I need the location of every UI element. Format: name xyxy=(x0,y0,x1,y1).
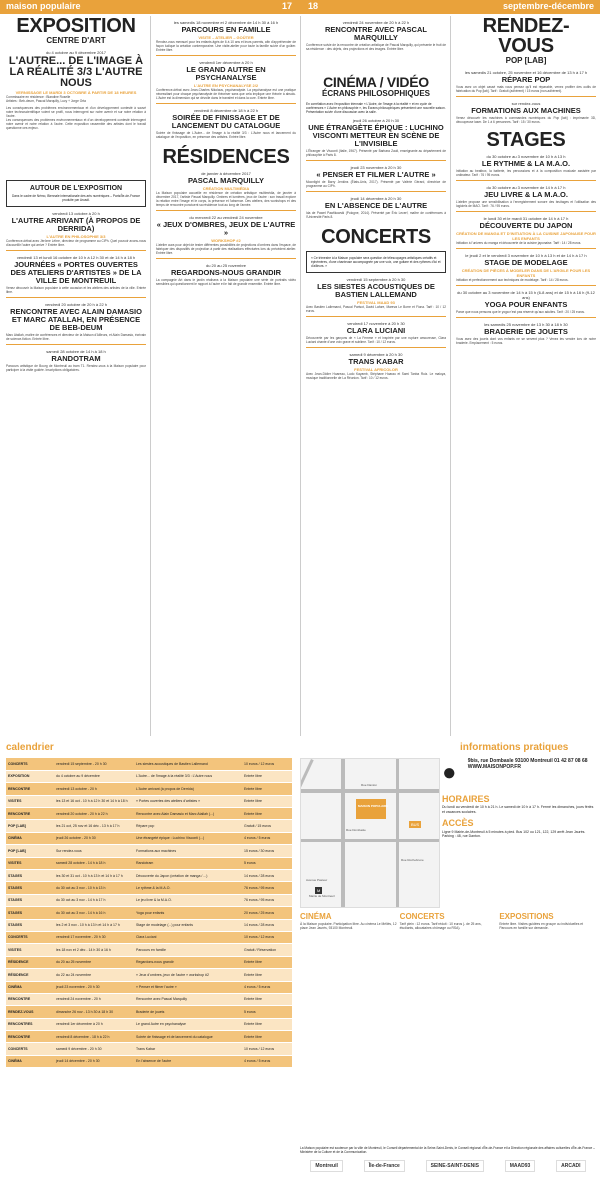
event-date: les samedis 21 octobre, 25 novembre et 16 décembre de 13 h à 17 h xyxy=(464,70,588,75)
calendar-event: Braderie de jouets xyxy=(134,1006,242,1018)
event-card: jeudi 23 novembre à 20 h 30 « PENSER ET FILMER L'AUTRE » Moonlight de Barry Jenkins (États-Unis, 2017). Présenté par Valérie Gérard, directrice de programme au CIPh. xyxy=(306,165,446,188)
stage-card: du 30 octobre au 3 novembre de 14 h à 15 h (6-8 ans) et de 15 h à 16 h (9-12 ans) YOGA POUR ENFANTS Parce que nous pensons que le yoga n'est pas réservé qu'aux adultes. Tarif : 20 / 25 euros. xyxy=(456,290,595,314)
map-label: Rue Dombasle xyxy=(346,828,366,832)
calendar-date: vendredi 13 octobre - 20 h xyxy=(54,783,134,795)
calendar-price: 5 euros xyxy=(242,1006,292,1018)
calendar-event: « Jeux d'ombres, jeux de l'autre » workshop #2 xyxy=(134,969,242,981)
info-panel xyxy=(442,758,594,839)
calendar-event: Stage de modelage (...) pour enfants xyxy=(134,919,242,931)
commissaire: Commissaire en résidence : Blandine Roselle xyxy=(6,95,71,99)
event-title: TRANS KABAR xyxy=(348,357,404,366)
horaires-text: Du lundi au vendredi de 10 h à 21 h. Le samedi de 10 h à 17 h. Fermé les dimanches, jours fériés et vacances scolaires. xyxy=(442,805,594,814)
calendar-price: Entrée libre xyxy=(242,770,292,782)
calendar-event: Trans Kabar xyxy=(134,1043,242,1055)
calendar-row xyxy=(6,820,292,832)
calendar-category: RENDEZ-VOUS xyxy=(6,1006,54,1018)
calendar-date: du 20 au 25 novembre xyxy=(54,956,134,968)
stage-card: le jeudi 2 et le vendredi 3 novembre de 10 h à 13 h et de 14 h à 17 h STAGE DE MODELAGE CRÉATION DE PIÈCES À MODELER DANS DE L'ARGILE POUR LES ENFANTS Initiation et perfectionnement aux techniques de modelage. Tarif : 14 / 28 euros. xyxy=(456,253,596,282)
map-label: Mairie de Montreuil xyxy=(309,894,335,898)
expo-dates: du 4 octobre au 9 décembre 2017 xyxy=(45,50,107,55)
calendar-price: Gratuit / 15 euros xyxy=(242,820,292,832)
calendar-date: jeudi 23 novembre - 20 h 30 xyxy=(54,981,134,993)
bus-icon: BUS xyxy=(411,822,420,827)
calendar-price: 14 euros / 28 euros xyxy=(242,870,292,882)
calendar-table xyxy=(6,758,292,1068)
calendar-price: 76 euros / 95 euros xyxy=(242,882,292,894)
calendar-category: CINÉMA xyxy=(6,832,54,844)
address: 9bis, rue Dombasle 93100 Montreuil 01 42 87 08 68 WWW.MAISONPOP.FR xyxy=(467,758,588,770)
residence-category: CRÉATION MULTIMÉDIA xyxy=(202,186,250,191)
stage-category: CRÉATION DE MANGA ET D'INITIATION À LA CUISINE JAPONAISE POUR LES ENFANTS xyxy=(456,231,596,241)
calendar-price: 5 euros xyxy=(242,857,292,869)
column-3: vendredi 24 novembre de 20 h à 22 h RENCONTRE AVEC PASCAL MARQUILLY Conférence suivie de la rencontre de création artistique de Pascal Marquilly, qui présente le fruit de sa résidence : des objets, des projections et des images. Entrée libre. CINÉMA / VIDÉO ÉCRANS PHILOSOPHIQUES En corrélation avec l'exposition triennale « L'Autre, de l'image à la réalité » et en cycle de conférences « L'Autre en philosophie », les Écrans philosophiques présentent une nouvelle saison. Présentation suivie d'une discussion avec la salle. jeudi 26 octobre à 20 h 30 UNE ÉTRANGÈTE ÉPIQUE : LUCHINO VISCONTI METTEUR EN SCÈNE DE L'INVISIBLE L'Étranger de Visconti (Italie, 1967). Présenté par Barbara Zauli, enseignante au département de philosophie à Paris 8. jeudi 23 novembre à 20 h 30 « PENSER ET FILMER L'AUTRE » Moonlight de Barry Jenkins (États-Unis, 2017). Présenté par Valérie Gérard, directrice de programme au CIPh. jeudi 14 décembre à 20 h 30 EN L'ABSENCE DE L'AUTRE Ida de Paweł Pawlikowski (Pologne, 2014). Présenté par Éric Lecerf, maître de conférences à l'Université Paris 8. CONCERTS « Ce trimestre à la Maison populaire sera question de télescopages artistiques créatifs et éphémères, d'une chanteuse accompagnée par une voix, une guitare et des rythmes d'ici et d'ailleurs. » vendredi 15 septembre à 20 h 30 LES SIESTES ACOUSTIQUES DE BASTIEN LALLEMAND FESTIVAL MAAD 93 Avec Bastien Lallemand, Pascal Parisot, David Lafore, Mareva Le Borre et Fiona. Tarif : 10 / 12 euros. vendredi 17 novembre à 20 h 30 CLARA LUCIANI Découverte par les garçons de « La Femme » et inspirée par une rupture amoureuse, Clara Luciani chante d'une voix grave et sublime. Tarif : 10 / 12 euros. samedi 9 décembre à 20 h 30 TRANS KABAR FESTIVAL AFRICOLOR Avec Jean-Didier Hoareau, Ludo Kayamb, Stéphane Hoarau et Sami Tanba Ruiz. Le maloya, musique traditionnelle de La Réunion. Tarif : 10 / 12 euros. xyxy=(306,20,446,380)
residence-name: PASCAL MARQUILLY xyxy=(187,176,265,185)
calendar-event: Répare pop xyxy=(134,820,242,832)
calendar-row xyxy=(6,931,292,943)
stage-date: les samedis 25 novembre de 13 h 30 à 18 h 30 xyxy=(484,322,568,327)
calendar-row xyxy=(6,907,292,919)
calendar-row xyxy=(6,981,292,993)
expo-intro: Les conséquences des problèmes environnementaux et d'un développement contesté à sauvé notre technoscientifique voient se profil, nous interrogent sur notre avenir et sur notre relation à l'autre. xyxy=(6,106,146,118)
cinema-block-text: À la Maison populaire. Participation libre. Au cinéma Le Méliès, 12 place Jean Jaurès, 93100 Montreuil. xyxy=(300,922,397,931)
calendar-price: 10 euros / 12 euros xyxy=(242,1043,292,1055)
cinema-sub: ÉCRANS PHILOSOPHIQUES xyxy=(321,89,430,98)
calendar-price: 14 euros / 28 euros xyxy=(242,919,292,931)
stage-date: le jeudi 2 et le vendredi 3 novembre de 10 h à 13 h et de 14 h à 17 h xyxy=(465,253,587,258)
map xyxy=(300,758,440,908)
practical-heading: informations pratiques xyxy=(460,742,569,753)
calendar-row xyxy=(6,882,292,894)
stage-date: du 30 octobre au 3 novembre de 10 h à 13 h xyxy=(486,154,566,159)
map-label: MAISON POPULAIRE xyxy=(358,804,389,808)
event-date: vendredi 8 décembre de 18 h à 22 h xyxy=(193,108,259,113)
event-card: samedi 9 décembre à 20 h 30 TRANS KABAR FESTIVAL AFRICOLOR Avec Jean-Didier Hoareau, Ludo Kayamb, Stéphane Hoarau et Sami Tanba Ruiz. Le maloya, musique traditionnelle de La Réunion. Tarif : 10 / 12 euros. xyxy=(306,352,446,380)
stage-title: YOGA POUR ENFANTS xyxy=(484,300,568,309)
event-card: vendredi 24 novembre de 20 h à 22 h RENCONTRE AVEC PASCAL MARQUILLY Conférence suivie de la rencontre de création artistique de Pascal Marquilly, qui présente le fruit de sa résidence : des objets, des projections et des images. Entrée libre. xyxy=(306,20,446,51)
stage-card: les samedis 25 novembre de 13 h 30 à 18 h 30 BRADERIE DE JOUETS Vous avez des jouets dont vos enfants ne se servent plus ? Venez les vendre lors de notre braderie. Emplacement : 5 euros. xyxy=(456,322,596,345)
footer xyxy=(300,1146,596,1196)
residence-card: de janvier à décembre 2017 PASCAL MARQUILLY CRÉATION MULTIMÉDIA La Maison populaire accueille en résidence de création artistique multimédia, de janvier à décembre 2017, l'artiste Pascal Marquilly. Ombres et lumières, jeux de l'autre : son travail explore la relation entre l'image et le corps, la présence et l'absence. Des ateliers, des workshops et des temps de rencontre ponctuent sa résidence tout au long de l'année. xyxy=(156,171,296,207)
calendar-date: vendredi 1er décembre à 20 h xyxy=(54,1018,134,1030)
event-title: JOURNÉES « PORTES OUVERTES DES ATELIERS D'ARTISTES » DE LA VILLE DE MONTREUIL xyxy=(10,259,142,285)
calendar-category: POP [LAB] xyxy=(6,845,54,857)
section-title-cinema: CINÉMA / VIDÉO xyxy=(323,74,429,90)
calendar-price: Entrée libre xyxy=(242,808,292,820)
event-title: LES SIESTES ACOUSTIQUES DE BASTIEN LALLEMAND xyxy=(317,282,435,299)
calendar-category: VISITES xyxy=(6,944,54,956)
event-title: REGARDONS-NOUS GRANDIR xyxy=(170,268,281,277)
calendar-event: Soirée de finissage et de lancement du catalogue xyxy=(134,1031,242,1043)
calendar-category: STAGES xyxy=(6,870,54,882)
calendar-row xyxy=(6,993,292,1005)
concerts-block-title: CONCERTS xyxy=(399,912,445,921)
stage-card: du 30 octobre au 3 novembre de 10 h à 13 h LE RYTHME & LA M.A.O. Initiation au beatbox, la batterie, les percussions et à la composition musicale assistée par ordinateur. Tarif : 76 / 95 euros. xyxy=(456,154,596,177)
calendar-date: jeudi 14 décembre - 20 h 30 xyxy=(54,1055,134,1067)
stage-title: LE RYTHME & LA M.A.O. xyxy=(481,159,571,168)
metro-icon: M xyxy=(317,888,321,893)
event-date: vendredi 13 octobre à 20 h xyxy=(52,210,100,216)
calendar-date: du 4 octobre au 9 décembre xyxy=(54,770,134,782)
header-right: septembre-décembre xyxy=(502,1,594,11)
event-date: jeudi 23 novembre à 20 h 30 xyxy=(350,165,402,170)
divider xyxy=(300,16,301,736)
event-card: sur rendez-vous FORMATIONS AUX MACHINES Venez découvrir les machines à commandes numériques du Pop [lab] : imprimante 3D, découpeuse laser. De 1 à 6 personnes. Tarif : 15 / 30 euros. xyxy=(456,101,596,124)
event-date: du 20 au 25 novembre xyxy=(205,263,247,268)
calendar-row xyxy=(6,783,292,795)
calendar-category: RENCONTRES xyxy=(6,1018,54,1030)
stage-title: JEU LIVRE & LA M.A.O. xyxy=(484,190,568,199)
event-card: les samedis 18 novembre et 2 décembre de 14 h 30 à 16 h PARCOURS EN FAMILLE VISITE – ATELIER – GOÛTER Rendez-vous mensuel pour les enfants âgés de 6 à 10 ans et leurs parents, afin d'appréhender de façon ludique la création contemporaine. Une visite-atelier pour toute la famille suivie d'un goûter. Entrée libre. xyxy=(156,20,296,52)
calendar-price: 4 euros / 5 euros xyxy=(242,1055,292,1067)
calendar-row xyxy=(6,1043,292,1055)
calendar-category: VISITES xyxy=(6,857,54,869)
partner-logo: ARCADI xyxy=(556,1160,585,1172)
calendar-price: 20 euros / 25 euros xyxy=(242,907,292,919)
calendar-row xyxy=(6,832,292,844)
section-title-residences: RÉSIDENCES xyxy=(162,146,290,168)
event-category: VISITE – ATELIER – GOÛTER xyxy=(198,35,254,40)
event-card: jeudi 26 octobre à 20 h 30 UNE ÉTRANGÈTE ÉPIQUE : LUCHINO VISCONTI METTEUR EN SCÈNE DE L'INVISIBLE L'Étranger de Visconti (Italie, 1967). Présenté par Barbara Zauli, enseignante au département de philosophie à Paris 8. xyxy=(306,118,446,157)
calendar-category: RENCONTRE xyxy=(6,993,54,1005)
event-date: samedi 28 octobre de 14 h à 18 h xyxy=(46,348,106,354)
calendar-row xyxy=(6,956,292,968)
event-date: vendredi 13 et lundi 16 octobre de 10 h à 12 h 30 et de 14 h à 18 h xyxy=(16,254,136,260)
event-category: FESTIVAL AFRICOLOR xyxy=(354,367,398,372)
footer-text: La Maison populaire est soutenue par la ville de Montreuil, le Conseil départemental de la Seine-Saint-Denis, le Conseil régional d'Île-de-France et la Direction régionale des affaires culturelles d'Île-de-France – Ministère de la Culture et de la Communication. xyxy=(300,1146,595,1154)
event-date: du mercredi 22 au vendredi 24 novembre xyxy=(189,215,263,220)
calendar-price: Entrée libre xyxy=(242,1031,292,1043)
expo-title: L'AUTRE... DE L'IMAGE À LA RÉALITÉ 3/3 L'AUTRE NOUS xyxy=(8,55,144,89)
calendar-row xyxy=(6,845,292,857)
calendar-date: du 30 oct au 3 nov - 14 h à 17 h xyxy=(54,894,134,906)
calendar-event: Randotram xyxy=(134,857,242,869)
event-category: WORKSHOP #2 xyxy=(211,238,241,243)
calendar-event: Clara Luciani xyxy=(134,931,242,943)
event-category: L'AUTRE EN PHILOSOPHIE 3/3 xyxy=(46,233,106,239)
column-4 xyxy=(456,16,596,736)
acces-text: Ligne 9 Mairie-de-Montreuil à 5 minutes à pied. Bus 102 ou 121, 122, 129 arrêt Jean Jaurès. Parking : 48, rue Danton. xyxy=(442,829,586,838)
event-card: vendredi 20 octobre de 20 h à 22 h RENCONTRE AVEC ALAIN DAMASIO ET MARC ATALLAH, EN PRÉSENCE DE BEB-DEUM Marc Atallah, maître de conférences et directeur de la Maison d'Ailleurs, et Alain Damasio, écrivain de science-fiction. Entrée libre. xyxy=(6,301,146,341)
partner-logo: MAAD93 xyxy=(505,1160,536,1172)
stage-title: STAGE DE MODELAGE xyxy=(484,258,568,267)
event-title: L'AUTRE ARRIVANT (À PROPOS DE DERRIDA) xyxy=(11,215,141,233)
calendar-price: Entrée libre xyxy=(242,969,292,981)
rdv-sub: POP [LAB] xyxy=(505,56,547,65)
event-title: CLARA LUCIANI xyxy=(346,326,406,335)
calendar-event: Découverte du Japon (création de manga / ...) xyxy=(134,870,242,882)
calendar-row xyxy=(6,808,292,820)
acces-title: ACCÈS xyxy=(442,818,474,829)
calendar-category: STAGES xyxy=(6,919,54,931)
event-date: vendredi 20 octobre de 20 h à 22 h xyxy=(44,301,108,307)
event-category: L'AUTRE EN PSYCHANALYSE 2/2 xyxy=(193,83,259,88)
calendar-date: les 21 oct, 25 nov et 16 déc - 13 h à 17 h xyxy=(54,820,134,832)
calendar-price: 4 euros / 5 euros xyxy=(242,981,292,993)
calendar-date: les 2 et 3 nov - 10 h à 13 h et 14 h à 17 h xyxy=(54,919,134,931)
event-title: RANDOTRAM xyxy=(51,353,101,363)
divider xyxy=(450,16,451,736)
calendar-date: vendredi 15 septembre - 20 h 30 xyxy=(54,758,134,770)
calendar-date: dimanche 26 nov - 13 h 30 à 18 h 30 xyxy=(54,1006,134,1018)
event-title: FORMATIONS AUX MACHINES xyxy=(471,106,581,115)
event-card: samedi 28 octobre de 14 h à 18 h RANDOTRAM Parcours artistique de Bourg de Montreuil au tram T1. Rendez-vous à la Maison populaire pour participer à la visite guidée. Inscriptions obligatoires. xyxy=(6,348,146,372)
calendar-event: Yoga pour enfants xyxy=(134,907,242,919)
calendar-date: samedi 28 octobre - 14 h à 18 h xyxy=(54,857,134,869)
event-title: LE GRAND AUTRE EN PSYCHANALYSE xyxy=(186,65,266,82)
calendar-price: Entrée libre xyxy=(242,783,292,795)
event-date: vendredi 17 novembre à 20 h 30 xyxy=(347,321,405,326)
maison-populaire-marker xyxy=(356,799,389,819)
calendar-price: Gratuit / Réservation xyxy=(242,944,292,956)
calendar-row xyxy=(6,795,292,807)
calendar-event: Formations aux machines xyxy=(134,845,242,857)
calendar-event: Parcours en famille xyxy=(134,944,242,956)
calendar-date: les 18 nov et 2 déc - 14 h 30 à 16 h xyxy=(54,944,134,956)
calendar-row xyxy=(6,770,292,782)
stage-date: du 30 octobre au 3 novembre de 14 h à 15 h (6-8 ans) et de 15 h à 16 h (9-12 ans) xyxy=(457,290,595,300)
map-label: Rue Rochebrune xyxy=(401,858,424,862)
calendar-date: les 13 et 16 oct - 10 h à 12 h 30 et 14 h à 18 h xyxy=(54,795,134,807)
calendar-category: CONCERTS xyxy=(6,758,54,770)
calendar-price: 15 euros / 30 euros xyxy=(242,845,292,857)
event-card: vendredi 13 octobre à 20 h L'AUTRE ARRIVANT (À PROPOS DE DERRIDA) L'AUTRE EN PHILOSOPHIE 3/3 Conférence-débat avec Jérôme Lèbre, directeur de programme au CIPh. Quel pouvoir avons-nous d'accueillir l'autre qui arrive ? Entrée libre. xyxy=(6,210,146,247)
event-date: jeudi 26 octobre à 20 h 30 xyxy=(352,118,400,123)
calendar-date: vendredi 8 décembre - 18 h à 22 h xyxy=(54,1031,134,1043)
event-card: vendredi 1er décembre à 20 h LE GRAND AUTRE EN PSYCHANALYSE L'AUTRE EN PSYCHANALYSE 2/2 Conférence-débat avec Jean-Charles Nikolaus, psychanalyste. La psychanalyse est une pratique nécessitant pour chaque psychanalyste de théoriser sans que cela implique une théorie à absolu. L'Autre est la dimension qui se dévoile dans le transfert et dans la cure. Entrée libre. xyxy=(156,60,296,100)
event-card: du mercredi 22 au vendredi 24 novembre « JEUX D'OMBRES, JEUX DE L'AUTRE » WORKSHOP #2 L'atelier aura pour objet de tester différentes possibilités de projections d'ombres dans l'espace, de fabriquer des dispositifs de projection à partir des réalisations effectuées lors du précédent atelier. Entrée libre. xyxy=(156,215,296,255)
info-blocks xyxy=(300,912,596,930)
vernissage: VERNISSAGE LE MARDI 3 OCTOBRE À PARTIR DE 18 HEURES xyxy=(15,90,137,95)
calendar-event: L'Autre arrivant (à propos de Derrida) xyxy=(134,783,242,795)
calendar-category: RÉSIDENCE xyxy=(6,969,54,981)
calendar-price: 10 euros / 12 euros xyxy=(242,758,292,770)
event-date: vendredi 15 septembre à 20 h 30 xyxy=(346,277,406,282)
divider xyxy=(150,16,151,736)
calendar-date: vendredi 24 novembre - 20 h xyxy=(54,993,134,1005)
calendar-category: RENCONTRE xyxy=(6,1031,54,1043)
calendar-event: Une étrangeté épique : Luchino Visconti (...) xyxy=(134,832,242,844)
event-card: vendredi 17 novembre à 20 h 30 CLARA LUCIANI Découverte par les garçons de « La Femme » et inspirée par une rupture amoureuse, Clara Luciani chante d'une voix grave et sublime. Tarif : 10 / 12 euros. xyxy=(306,321,446,344)
calendar-category: STAGES xyxy=(6,894,54,906)
calendar-event: « Penser et filmer l'autre » xyxy=(134,981,242,993)
section-title-concerts: CONCERTS xyxy=(321,226,431,248)
page-number-right: 18 xyxy=(308,1,319,11)
calendar-event: Rencontre avec Pascal Marquilly xyxy=(134,993,242,1005)
autour-title: AUTOUR DE L'EXPOSITION xyxy=(29,185,123,192)
calendar-price: Entrée libre xyxy=(242,993,292,1005)
event-title: RÉPARE POP xyxy=(501,75,551,84)
expos-block-text: Entrée libre. Visites guidées en groupe ou individuelles et Parcours en famille sur demande. xyxy=(499,922,584,931)
calendar-category: STAGES xyxy=(6,882,54,894)
calendar-row xyxy=(6,1031,292,1043)
stage-title: BRADERIE DE JOUETS xyxy=(484,327,568,336)
autour-text: Dans le cadre de Némo, Biennale internationale des arts numériques – Paris/Île-de-France produite par Arcadi. xyxy=(11,193,141,202)
calendar-event: Le rythme & la M.A.O. xyxy=(134,882,242,894)
calendar-event: Le jeu livre & la M.A.O. xyxy=(134,894,242,906)
stage-card: le lundi 30 et le mardi 31 octobre de 14 h à 17 h DÉCOUVERTE DU JAPON CRÉATION DE MANGA ET D'INITIATION À LA CUISINE JAPONAISE POUR LES ENFANTS Initiation à l'univers du manga et découverte de la cuisine japonaise. Tarif : 14 / 28 euros. xyxy=(456,216,596,245)
horaires-title: HORAIRES xyxy=(442,794,490,804)
event-date: vendredi 1er décembre à 20 h xyxy=(199,60,253,65)
calendar-row xyxy=(6,919,292,931)
calendar-event: Le grand Autre en psychanalyse xyxy=(134,1018,242,1030)
event-card: vendredi 13 et lundi 16 octobre de 10 h à 12 h 30 et de 14 h à 18 h JOURNÉES « PORTES OUVERTES DES ATELIERS D'ARTISTES » DE LA VILLE DE MONTREUIL Venez découvrir la Maison populaire à cette occasion et les ateliers des artistes de la ville. Entrée libre. xyxy=(6,254,146,294)
calendar-date: les 30 et 31 oct - 10 h à 13 h et 14 h à 17 h xyxy=(54,870,134,882)
calendar-heading: calendrier xyxy=(6,742,54,753)
calendar-category: EXPOSITION xyxy=(6,770,54,782)
expos-block-title: EXPOSITIONS xyxy=(499,912,554,921)
event-card: les samedis 21 octobre, 25 novembre et 16 décembre de 13 h à 17 h RÉPARE POP Vous avez un objet cassé mais vous pensez qu'il est réparable, venez profiter des outils de fabrication du Pop [lab]. Tarif : Gratuit (adhérent) / 15 euros (non-adhérent). xyxy=(456,70,596,93)
calendar-category: RÉSIDENCE xyxy=(6,956,54,968)
page-number-left: 17 xyxy=(282,1,293,11)
calendar-date: vendredi 20 octobre - 20 h à 22 h xyxy=(54,808,134,820)
partner-logo: Montreuil xyxy=(310,1160,343,1172)
calendar-date: du 30 oct au 3 nov - 14 h à 16 h xyxy=(54,907,134,919)
header-left: maison populaire xyxy=(6,1,81,11)
event-card: vendredi 8 décembre de 18 h à 22 h SOIRÉE DE FINISSAGE ET DE LANCEMENT DU CATALOGUE Soirée de finissage de L'Autre... de l'image à la réalité 3/3 : L'Autre nous et lancement du catalogue de l'exposition, en présence des artistes. Entrée libre. xyxy=(156,108,296,139)
event-title: UNE ÉTRANGÈTE ÉPIQUE : LUCHINO VISCONTI METTEUR EN SCÈNE DE L'INVISIBLE xyxy=(308,123,444,148)
calendar-event: Les siestes acoustiques de Bastien Lallemand xyxy=(134,758,242,770)
calendar-event: L'Autre... de l'image à la réalité 3/3 : L'Autre nous xyxy=(134,770,242,782)
calendar-date: vendredi 17 novembre - 20 h 30 xyxy=(54,931,134,943)
calendar-row xyxy=(6,758,292,770)
calendar-event: « Portes ouvertes des ateliers d'artistes » xyxy=(134,795,242,807)
residence-date: de janvier à décembre 2017 xyxy=(201,171,251,176)
stage-date: du 30 octobre au 3 novembre de 14 h à 17 h xyxy=(486,185,566,190)
calendar-row xyxy=(6,1006,292,1018)
calendar-date: jeudi 26 octobre - 20 h 30 xyxy=(54,832,134,844)
calendar-price: 4 euros / 5 euros xyxy=(242,832,292,844)
event-card: vendredi 15 septembre à 20 h 30 LES SIESTES ACOUSTIQUES DE BASTIEN LALLEMAND FESTIVAL MAAD 93 Avec Bastien Lallemand, Pascal Parisot, David Lafore, Mareva Le Borre et Fiona. Tarif : 10 / 12 euros. xyxy=(306,277,446,313)
calendar-date: du 22 au 24 novembre xyxy=(54,969,134,981)
calendar-date: du 30 oct au 3 nov - 10 h à 13 h xyxy=(54,882,134,894)
stage-title: DÉCOUVERTE DU JAPON xyxy=(479,221,573,230)
event-title: RENCONTRE AVEC ALAIN DAMASIO ET MARC ATALLAH, EN PRÉSENCE DE BEB-DEUM xyxy=(10,306,142,332)
event-card: du 20 au 25 novembre REGARDONS-NOUS GRANDIR La compagnie Art dans le jardin réalisera à la Maison populaire une série de portraits vidéo sensibles qui questionnent le rapport à l'autre et le fait de grandir ensemble. Entrée libre. xyxy=(156,263,296,286)
section-sub: CENTRE D'ART xyxy=(46,36,106,45)
event-date: samedi 9 décembre à 20 h 30 xyxy=(349,352,403,357)
stage-date: le lundi 30 et le mardi 31 octobre de 14 h à 17 h xyxy=(483,216,569,221)
section-title-stages: STAGES xyxy=(486,129,566,151)
event-card: jeudi 14 décembre à 20 h 30 EN L'ABSENCE DE L'AUTRE Ida de Paweł Pawlikowski (Pologne, 2014). Présenté par Éric Lecerf, maître de conférences à l'Université Paris 8. xyxy=(306,196,446,219)
calendar-category: CINÉMA xyxy=(6,1055,54,1067)
top-bar xyxy=(0,0,600,14)
calendar-event: Regardons-nous grandir xyxy=(134,956,242,968)
calendar-category: CINÉMA xyxy=(6,981,54,993)
event-date: les samedis 18 novembre et 2 décembre de 14 h 30 à 16 h xyxy=(173,20,279,25)
calendar-category: POP [LAB] xyxy=(6,820,54,832)
calendar-price: Entrée libre xyxy=(242,795,292,807)
calendar-category: CONCERTS xyxy=(6,931,54,943)
calendar-price: 10 euros / 12 euros xyxy=(242,931,292,943)
calendar-row xyxy=(6,894,292,906)
event-title: « PENSER ET FILMER L'AUTRE » xyxy=(316,170,436,179)
event-date: vendredi 24 novembre de 20 h à 22 h xyxy=(342,20,410,25)
map-label: Avenue Pasteur xyxy=(306,878,328,882)
partner-logo: SEINE-SAINT-DENIS xyxy=(426,1160,484,1172)
calendar-category: RENCONTRE xyxy=(6,783,54,795)
event-date: sur rendez-vous xyxy=(511,101,541,106)
event-title: « JEUX D'OMBRES, JEUX DE L'AUTRE » xyxy=(156,220,296,237)
event-title: PARCOURS EN FAMILLE xyxy=(181,25,271,34)
calendar-row xyxy=(6,944,292,956)
calendar-price: 76 euros / 95 euros xyxy=(242,894,292,906)
calendar-row xyxy=(6,1018,292,1030)
artistes: Artistes : Beb-deum, Pascal Marquilly, Lucy + Jorge Orta xyxy=(6,99,86,103)
calendar-price: Entrée libre xyxy=(242,956,292,968)
calendar-event: En l'absence de l'autre xyxy=(134,1055,242,1067)
event-title: EN L'ABSENCE DE L'AUTRE xyxy=(324,201,428,210)
event-category: FESTIVAL MAAD 93 xyxy=(357,300,395,305)
calendar-date: samedi 9 décembre - 20 h 30 xyxy=(54,1043,134,1055)
event-title: RENCONTRE AVEC PASCAL MARQUILLY xyxy=(325,25,427,42)
map-label: Rue Danton xyxy=(361,783,378,787)
calendar-category: VISITES xyxy=(6,795,54,807)
calendar-category: CONCERTS xyxy=(6,1043,54,1055)
calendar-row xyxy=(6,870,292,882)
calendar-price: Entrée libre xyxy=(242,1018,292,1030)
section-title-exposition: EXPOSITION xyxy=(16,16,136,37)
event-date: jeudi 14 décembre à 20 h 30 xyxy=(350,196,402,201)
calendar-event: Rencontre avec Alain Damasio et Marc Atallah (...) xyxy=(134,808,242,820)
stage-card: du 30 octobre au 3 novembre de 14 h à 17 h JEU LIVRE & LA M.A.O. L'atelier propose une sensibilisation à l'enregistrement sonore des bruitages et l'utilisation des logiciels de MAO. Tarif : 76 / 95 euros. xyxy=(456,185,596,208)
calendar-row xyxy=(6,1055,292,1067)
logo-icon: ● xyxy=(442,759,457,786)
column-2 xyxy=(156,16,296,736)
partner-logo: Île-de-France xyxy=(364,1160,405,1172)
calendar-category: STAGES xyxy=(6,907,54,919)
column-exposition: EXPOSITION CENTRE D'ART du 4 octobre au 9 décembre 2017 L'AUTRE... DE L'IMAGE À LA RÉALITÉ 3/3 L'AUTRE NOUS VERNISSAGE LE MARDI 3 OCTOBRE À PARTIR DE 18 HEURES Commissaire en résidence : Blandine Roselle Artistes : Beb-deum, Pascal Marquilly, Lucy + Jorge Orta Les conséquences des problèmes environnementaux et d'un développement contesté à sauvé notre technoscientifique voient se profil, nous interrogent sur notre avenir et sur notre relation à l'autre. Les consequences des problemes environnementaux et d'un developpement contesté interrogent notre avenir et notre relation à l'autre. Cette exposition rassemble des artistes dont le travail questionne ces enjeux. AUTOUR DE L'EXPOSITION Dans le cadre de Némo, Biennale internationale des arts numériques – Paris/Île-de-France produite par Arcadi. vendredi 13 octobre à 20 h L'AUTRE ARRIVANT (À PROPOS DE DERRIDA) L'AUTRE EN PHILOSOPHIE 3/3 Conférence-débat avec Jérôme Lèbre, directeur de programme au CIPh. Quel pouvoir avons-nous d'accueillir l'autre qui arrive ? Entrée libre. vendredi 13 et lundi 16 octobre de 10 h à 12 h 30 et de 14 h à 18 h JOURNÉES « PORTES OUVERTES DES ATELIERS D'ARTISTES » DE LA VILLE DE MONTREUIL Venez découvrir la Maison populaire à cette occasion et les ateliers des artistes de la ville. Entrée libre. vendredi 20 octobre de 20 h à 22 h RENCONTRE AVEC ALAIN DAMASIO ET MARC ATALLAH, EN PRÉSENCE DE BEB-DEUM Marc Atallah, maître de conférences et directeur de la Maison d'Ailleurs, et Alain Damasio, écrivain de science-fiction. Entrée libre. samedi 28 octobre de 14 h à 18 h RANDOTRAM Parcours artistique de Bourg de Montreuil au tram T1. Rendez-vous à la Maison populaire pour participer à la visite guidée. Inscriptions obligatoires. xyxy=(6,16,146,372)
calendar-category: RENCONTRE xyxy=(6,808,54,820)
autour-box xyxy=(6,180,146,207)
cinema-block-title: CINÉMA xyxy=(300,912,332,921)
calendar-date: Sur rendez-vous xyxy=(54,845,134,857)
section-title-rdv: RENDEZ-VOUS xyxy=(482,16,570,57)
stage-category: CRÉATION DE PIÈCES À MODELER DANS DE L'ARGILE POUR LES ENFANTS xyxy=(461,268,591,278)
calendar-row xyxy=(6,857,292,869)
calendar-row xyxy=(6,969,292,981)
partner-logos xyxy=(300,1160,596,1172)
concerts-block-text: Tarif plein : 12 euros. Tarif réduit : 10 euros (- de 25 ans, étudiants, allocataires chômage ou RSA). xyxy=(399,922,482,931)
event-title: SOIRÉE DE FINISSAGE ET DE LANCEMENT DU CATALOGUE xyxy=(171,113,281,130)
